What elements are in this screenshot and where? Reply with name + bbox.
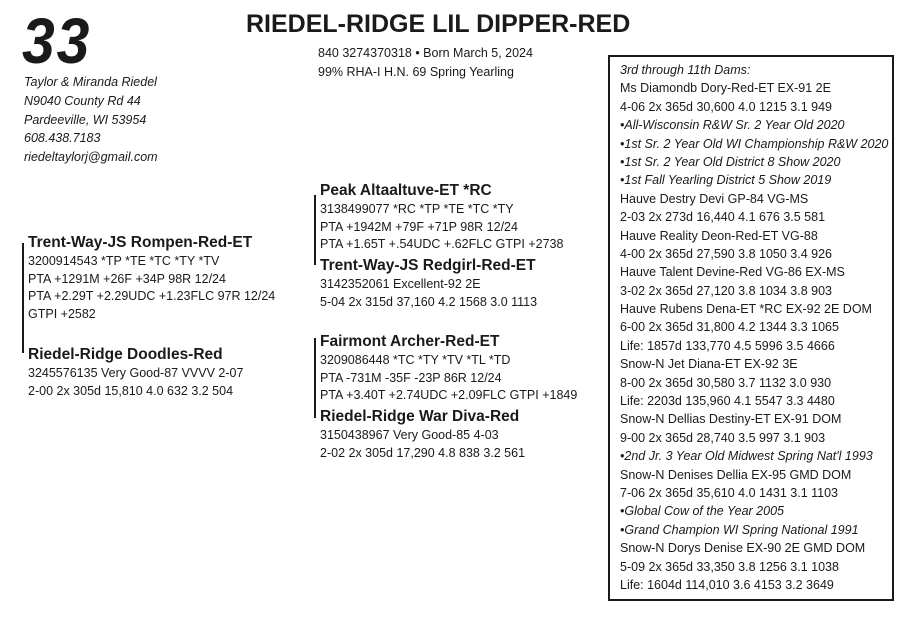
sire-name: Trent-Way-JS Rompen-Red-ET: [28, 234, 253, 251]
dam-achievement-line: •Grand Champion WI Spring National 1991: [620, 522, 859, 537]
dam-record-line: Snow-N Dorys Denise EX-90 2E GMD DOM: [620, 541, 866, 556]
dam-dam-line-2: 2-02 2x 305d 17,290 4.8 838 3.2 561: [320, 445, 526, 460]
sire-line-3: PTA +2.29T +2.29UDC +1.23FLC 97R 12/24: [28, 289, 276, 304]
registration-line-2: 99% RHA-I H.N. 69 Spring Yearling: [318, 65, 514, 79]
dam-record-line: Hauve Reality Deon-Red-ET VG-88: [620, 228, 818, 243]
dam-block: [28, 345, 243, 400]
dam-achievement-line: •Global Cow of the Year 2005: [620, 504, 784, 519]
dam-record-line: Life: 1604d 114,010 3.6 4153 3.2 3649: [620, 577, 834, 592]
registration-info: [318, 44, 533, 82]
dam-line-2: 2-00 2x 305d 15,810 4.0 632 3.2 504: [28, 383, 234, 398]
dam-record-line: 6-00 2x 365d 31,800 4.2 1344 3.3 1065: [620, 320, 839, 335]
sire-dam-block: [320, 256, 537, 311]
consignor-address-1: N9040 County Rd 44: [24, 93, 141, 108]
dam-dam-line-1: 3150438967 Very Good-85 4-03: [320, 428, 499, 442]
sire-sire-name: Peak Altaaltuve-ET *RC: [320, 182, 492, 199]
sire-sire-line-1: 3138499077 *RC *TP *TE *TC *TY: [320, 202, 514, 216]
dam-record-line: 4-00 2x 365d 27,590 3.8 1050 3.4 926: [620, 246, 832, 261]
dam-record-line: 5-09 2x 365d 33,350 3.8 1256 3.1 1038: [620, 559, 839, 574]
dam-sire-line-3: PTA +3.40T +2.74UDC +2.09FLC GTPI +1849: [320, 388, 578, 403]
extended-dams-header: 3rd through 11th Dams:: [620, 63, 751, 77]
sire-dam-line-1: 3142352061 Excellent-92 2E: [320, 277, 481, 291]
pedigree-connector-sire-side: [314, 195, 316, 265]
pedigree-connector-sire: [22, 243, 24, 328]
dam-sire-name: Fairmont Archer-Red-ET: [320, 333, 500, 350]
dam-record-line: 7-06 2x 365d 35,610 4.0 1431 3.1 1103: [620, 485, 839, 500]
dam-record-line: 2-03 2x 273d 16,440 4.1 676 3.5 581: [620, 210, 826, 225]
dam-record-line: Snow-N Dellias Destiny-ET EX-91 DOM: [620, 412, 842, 427]
dam-record-line: Life: 1857d 133,770 4.5 5996 3.5 4666: [620, 338, 835, 353]
pedigree-connector-dam: [22, 325, 24, 353]
animal-title: RIEDEL-RIDGE LIL DIPPER-RED: [246, 10, 631, 38]
dam-achievement-line: •All-Wisconsin R&W Sr. 2 Year Old 2020: [620, 118, 845, 133]
dam-achievement-line: •2nd Jr. 3 Year Old Midwest Spring Nat'l 1993: [620, 449, 873, 464]
dam-dam-block: [320, 407, 525, 462]
dam-record-line: 9-00 2x 365d 28,740 3.5 997 3.1 903: [620, 430, 826, 445]
dam-sire-line-1: 3209086448 *TC *TY *TV *TL *TD: [320, 353, 511, 367]
extended-dams-box: [608, 55, 894, 601]
sire-block: [28, 233, 275, 323]
consignor-phone: 608.438.7183: [24, 131, 101, 146]
dam-achievement-line: •1st Fall Yearling District 5 Show 2019: [620, 173, 832, 188]
dam-record-line: Life: 2203d 135,960 4.1 5547 3.3 4480: [620, 394, 835, 409]
sire-dam-name: Trent-Way-JS Redgirl-Red-ET: [320, 257, 536, 274]
lot-number: 33: [22, 5, 92, 77]
dam-record-line: Snow-N Denises Dellia EX-95 GMD DOM: [620, 467, 852, 482]
dam-achievement-line: •1st Sr. 2 Year Old District 8 Show 2020: [620, 154, 841, 169]
dam-record-line: 3-02 2x 365d 27,120 3.8 1034 3.8 903: [620, 283, 832, 298]
dam-record-line: Snow-N Jet Diana-ET EX-92 3E: [620, 357, 798, 372]
dam-sire-block: [320, 332, 577, 405]
dam-record-line: Hauve Destry Devi GP-84 VG-MS: [620, 191, 809, 206]
consignor-info: [24, 73, 158, 167]
consignor-email: riedeltaylorj@gmail.com: [24, 150, 158, 165]
dam-record-line: Hauve Rubens Dena-ET *RC EX-92 2E DOM: [620, 302, 872, 317]
registration-line-1: 840 3274370318 • Born March 5, 2024: [318, 46, 533, 60]
extended-dams-list: [620, 79, 892, 594]
dam-name: Riedel-Ridge Doodles-Red: [28, 346, 223, 363]
sire-line-1: 3200914543 *TP *TE *TC *TY *TV: [28, 254, 220, 268]
dam-record-line: 8-00 2x 365d 30,580 3.7 1132 3.0 930: [620, 375, 832, 390]
sire-sire-line-2: PTA +1942M +79F +71P 98R 12/24: [320, 219, 518, 234]
sire-line-4: GTPI +2582: [28, 306, 96, 321]
dam-sire-line-2: PTA -731M -35F -23P 86R 12/24: [320, 370, 502, 385]
sire-sire-line-3: PTA +1.65T +.54UDC +.62FLC GTPI +2738: [320, 237, 564, 252]
dam-record-line: 4-06 2x 365d 30,600 4.0 1215 3.1 949: [620, 99, 832, 114]
dam-record-line: Ms Diamondb Dory-Red-ET EX-91 2E: [620, 81, 831, 96]
dam-achievement-line: •1st Sr. 2 Year Old WI Championship R&W 2020: [620, 136, 889, 151]
dam-dam-name: Riedel-Ridge War Diva-Red: [320, 408, 520, 425]
dam-record-line: Hauve Talent Devine-Red VG-86 EX-MS: [620, 265, 845, 280]
consignor-name: Taylor & Miranda Riedel: [24, 75, 157, 89]
consignor-address-2: Pardeeville, WI 53954: [24, 112, 147, 127]
sire-sire-block: [320, 181, 563, 254]
dam-line-1: 3245576135 Very Good-87 VVVV 2-07: [28, 366, 244, 380]
sire-dam-line-2: 5-04 2x 315d 37,160 4.2 1568 3.0 1113: [320, 294, 538, 309]
pedigree-connector-dam-side: [314, 338, 316, 418]
sire-line-2: PTA +1291M +26F +34P 98R 12/24: [28, 271, 226, 286]
